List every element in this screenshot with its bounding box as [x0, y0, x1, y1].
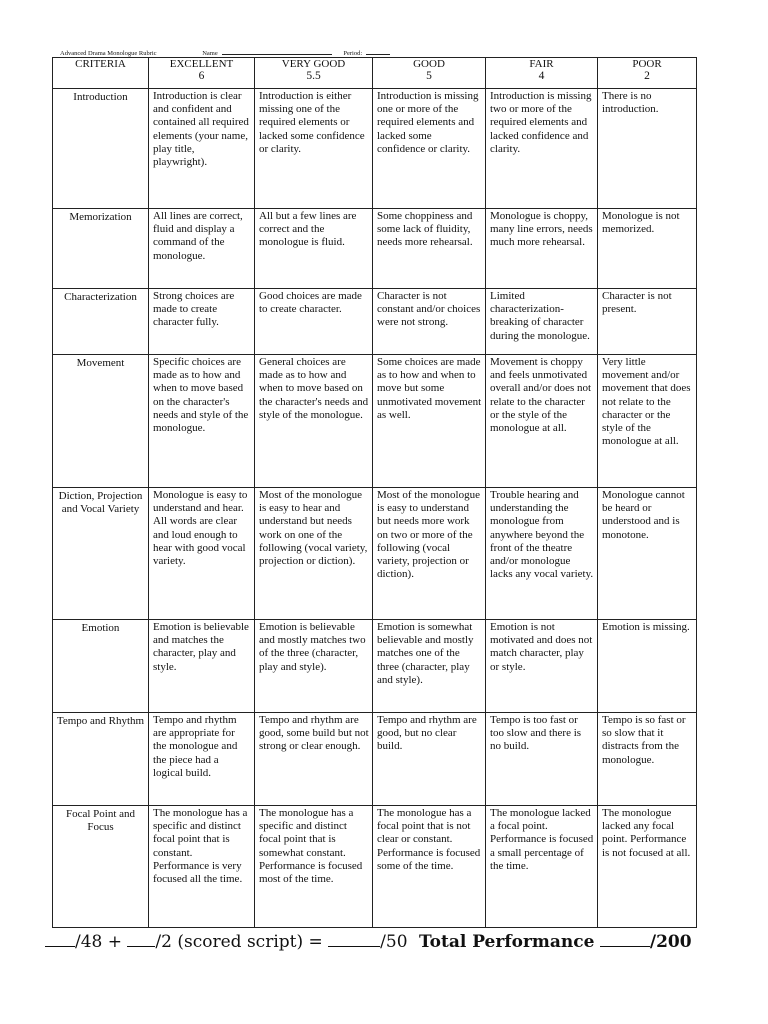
period-blank[interactable] — [366, 48, 390, 55]
rubric-cell: Emotion is somewhat believable and mostly matches one of the three (character, play and style). — [373, 620, 486, 713]
rubric-cell: Monologue cannot be heard or understood and is monotone. — [598, 488, 697, 620]
rubric-cell: Emotion is missing. — [598, 620, 697, 713]
rubric-cell: All but a few lines are correct and the monologue is fluid. — [255, 209, 373, 289]
header-row — [53, 58, 697, 89]
rubric-cell: The monologue lacked a focal point. Performance is focused a small percentage of the time. — [486, 806, 598, 928]
name-blank[interactable] — [222, 48, 332, 55]
col-header-very-good: VERY GOOD 5.5 — [255, 58, 373, 89]
rubric-cell: Most of the monologue is easy to understand but needs more work on two or more of the following (vocal variety, projection or diction). — [373, 488, 486, 620]
table-row — [53, 209, 697, 289]
score-very-good: 5.5 — [306, 70, 321, 82]
period-label: Period: — [343, 50, 363, 57]
rubric-cell: Most of the monologue is easy to hear and understand but needs work on one of the following (vocal variety, projection or diction). — [255, 488, 373, 620]
rubric-cell: Introduction is missing one or more of the required elements and lacked some confidence or clarity. — [373, 89, 486, 209]
criteria-cell: Diction, Projection and Vocal Variety — [53, 488, 149, 620]
rubric-cell: Specific choices are made as to how and when to move based on the character's needs and style of the monologue. — [149, 355, 255, 488]
rubric-cell: Some choppiness and some lack of fluidity, needs more rehearsal. — [373, 209, 486, 289]
rubric-cell: There is no introduction. — [598, 89, 697, 209]
score-good: 5 — [426, 70, 432, 82]
rubric-cell: The monologue has a specific and distinct focal point that is somewhat constant. Performance is focused most of the time. — [255, 806, 373, 928]
script-score-blank[interactable] — [127, 932, 155, 947]
criteria-cell: Introduction — [53, 89, 149, 209]
rubric-title: Advanced Drama Monologue Rubric — [60, 50, 157, 57]
criteria-cell: Focal Point and Focus — [53, 806, 149, 928]
rubric-cell: Introduction is either missing one of the required elements or lacked some confidence or clarity. — [255, 89, 373, 209]
rubric-cell: The monologue lacked any focal point. Performance is not focused at all. — [598, 806, 697, 928]
criteria-cell: Tempo and Rhythm — [53, 713, 149, 806]
table-row — [53, 89, 697, 209]
col-header-poor: POOR 2 — [598, 58, 697, 89]
rubric-cell: Emotion is believable and matches the character, play and style. — [149, 620, 255, 713]
rubric-cell: All lines are correct, fluid and display a command of the monologue. — [149, 209, 255, 289]
rubric-table — [52, 57, 697, 928]
table-row — [53, 713, 697, 806]
name-label: Name — [202, 50, 218, 57]
rubric-score-blank[interactable] — [45, 932, 75, 947]
criteria-cell: Emotion — [53, 620, 149, 713]
col-header-good: GOOD 5 — [373, 58, 486, 89]
score-poor: 2 — [644, 70, 650, 82]
rubric-cell: Some choices are made as to how and when to move but some unmotivated movement as well. — [373, 355, 486, 488]
rubric-cell: General choices are made as to how and when to move based on the character's needs and style of the monologue. — [255, 355, 373, 488]
rubric-header — [60, 48, 394, 57]
criteria-cell: Characterization — [53, 289, 149, 355]
col-header-fair: FAIR 4 — [486, 58, 598, 89]
rubric-cell: Tempo and rhythm are good, some build but not strong or clear enough. — [255, 713, 373, 806]
rubric-cell: Monologue is choppy, many line errors, needs much more rehearsal. — [486, 209, 598, 289]
table-row — [53, 488, 697, 620]
criteria-cell: Memorization — [53, 209, 149, 289]
rubric-cell: Emotion is not motivated and does not match character, play or style. — [486, 620, 598, 713]
col-header-criteria: CRITERIA — [53, 58, 149, 89]
rubric-cell: Tempo is so fast or so slow that it distracts from the monologue. — [598, 713, 697, 806]
score-summary — [45, 932, 692, 952]
total-performance-out-of: /200 — [649, 932, 692, 952]
rubric-cell: Monologue is easy to understand and hear. All words are clear and loud enough to hear with good vocal variety. — [149, 488, 255, 620]
criteria-cell: Movement — [53, 355, 149, 488]
rubric-cell: Good choices are made to create character. — [255, 289, 373, 355]
table-row — [53, 289, 697, 355]
script-total-label: /2 (scored script) = — [155, 932, 323, 952]
rubric-cell: Movement is choppy and feels unmotivated overall and/or does not relate to the character or the style of the monologue at all. — [486, 355, 598, 488]
score-excellent: 6 — [198, 70, 205, 82]
rubric-cell: Character is not constant and/or choices were not strong. — [373, 289, 486, 355]
rubric-cell: Character is not present. — [598, 289, 697, 355]
total-performance-blank[interactable] — [600, 932, 650, 947]
rubric-cell: Tempo is too fast or too slow and there is no build. — [486, 713, 598, 806]
rubric-cell: The monologue has a specific and distinct focal point that is constant. Performance is very focused all the time. — [149, 806, 255, 928]
rubric-cell: Tempo and rhythm are appropriate for the monologue and the piece had a logical build. — [149, 713, 255, 806]
rubric-cell: The monologue has a focal point that is not clear or constant. Performance is focused some of the time. — [373, 806, 486, 928]
table-row — [53, 806, 697, 928]
rubric-total-label: /48 + — [75, 932, 123, 952]
total-performance-label: Total Performance — [418, 932, 595, 952]
score-fair: 4 — [538, 70, 545, 82]
rubric-cell: Trouble hearing and understanding the monologue from anywhere beyond the front of the theatre and/or monologue lacks any vocal variety. — [486, 488, 598, 620]
rubric-cell: Introduction is missing two or more of the required elements and lacked confidence and clarity. — [486, 89, 598, 209]
table-row — [53, 620, 697, 713]
rubric-cell: Very little movement and/or movement that does not relate to the character or the style of the monologue at all. — [598, 355, 697, 488]
col-header-excellent: EXCELLENT 6 — [149, 58, 255, 89]
rubric-cell: Emotion is believable and mostly matches two of the three (character, play and style). — [255, 620, 373, 713]
rubric-cell: Monologue is not memorized. — [598, 209, 697, 289]
rubric-cell: Strong choices are made to create character fully. — [149, 289, 255, 355]
combined-total-label: /50 — [380, 932, 408, 952]
rubric-cell: Introduction is clear and confident and contained all required elements (your name, play title, playwright). — [149, 89, 255, 209]
rubric-cell: Limited characterization-breaking of character during the monologue. — [486, 289, 598, 355]
combined-score-blank[interactable] — [328, 932, 380, 947]
rubric-cell: Tempo and rhythm are good, but no clear build. — [373, 713, 486, 806]
table-row — [53, 355, 697, 488]
